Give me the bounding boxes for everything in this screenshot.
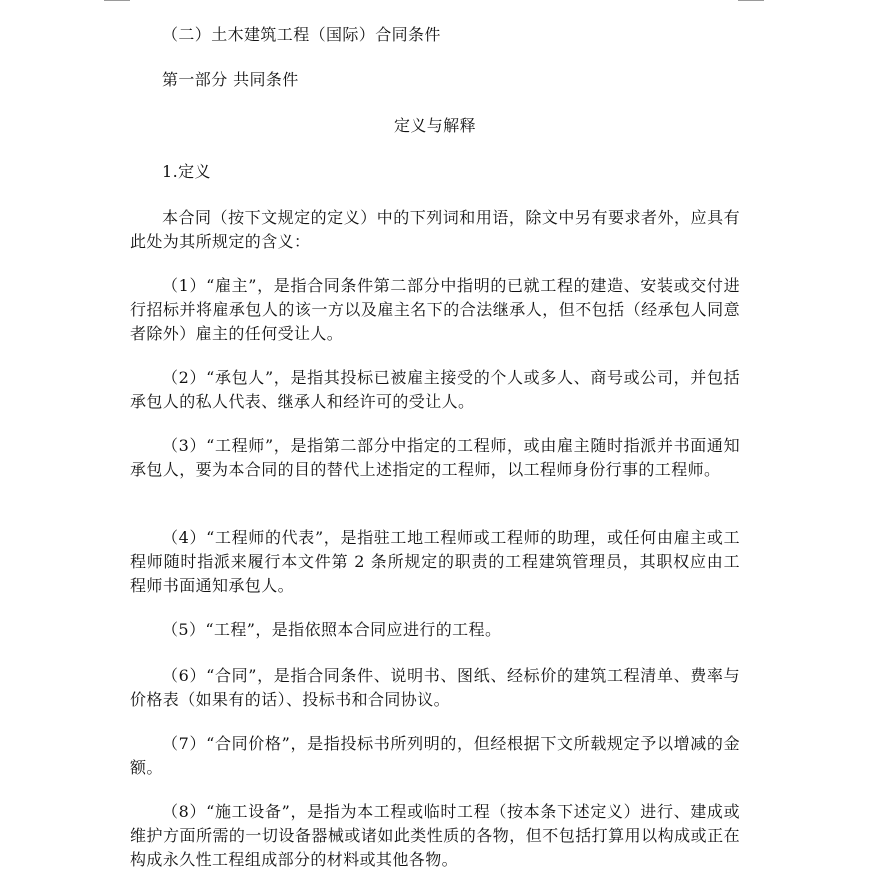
definition-item-4: （4）“工程师的代表”，是指驻工地工程师或工程师的助理，或任何由雇主或工程师随时指派来履行本文件第 2 条所规定的职责的工程建筑管理员，其职权应由工程师书面通知承包人。 [130,528,740,595]
definition-item-6: （6）“合同”，是指合同条件、说明书、图纸、经标价的建筑工程清单、费率与价格表（如果有的话）、投标书和合同协议。 [130,666,740,709]
part-title: 第一部分 共同条件 [162,70,299,89]
definition-item-3: （3）“工程师”，是指第二部分中指定的工程师，或由雇主随时指派并书面通知承包人，要为本合同的目的替代上述指定的工程师，以工程师身份行事的工程师。 [130,436,740,479]
heading: 定义与解释 [393,116,476,135]
definition-item-7: （7）“合同价格”，是指投标书所列明的，但经根据下文所载规定予以增减的金额。 [130,734,740,777]
section-title: （二）土木建筑工程（国际）合同条件 [162,25,441,44]
definition-item-1: （1）“雇主”，是指合同条件第二部分中指明的已就工程的建造、安装或交付进行招标并将雇承包人的该一方以及雇主名下的合法继承人，但不包括（经承包人同意者除外）雇主的任何受让人。 [130,276,740,343]
definition-item-8: （8）“施工设备”，是指为本工程或临时工程（按本条下述定义）进行、建成或维护方面所需的一切设备器械或诸如此类性质的各物，但不包括打算用以构成或正在构成永久性工程组成部分的材料或其他各物。 [130,802,740,869]
subheading: 1.定义 [162,162,211,181]
page-corner-mark-right [738,0,764,1]
definition-item-5: （5）“工程”，是指依照本合同应进行的工程。 [162,620,502,639]
intro-paragraph: 本合同（按下文规定的定义）中的下列词和用语，除文中另有要求者外，应具有此处为其所规定的含义： [130,208,740,251]
page-corner-mark-left [104,0,130,1]
definition-item-2: （2）“承包人”，是指其投标已被雇主接受的个人或多人、商号或公司，并包括承包人的私人代表、继承人和经许可的受让人。 [130,368,740,411]
